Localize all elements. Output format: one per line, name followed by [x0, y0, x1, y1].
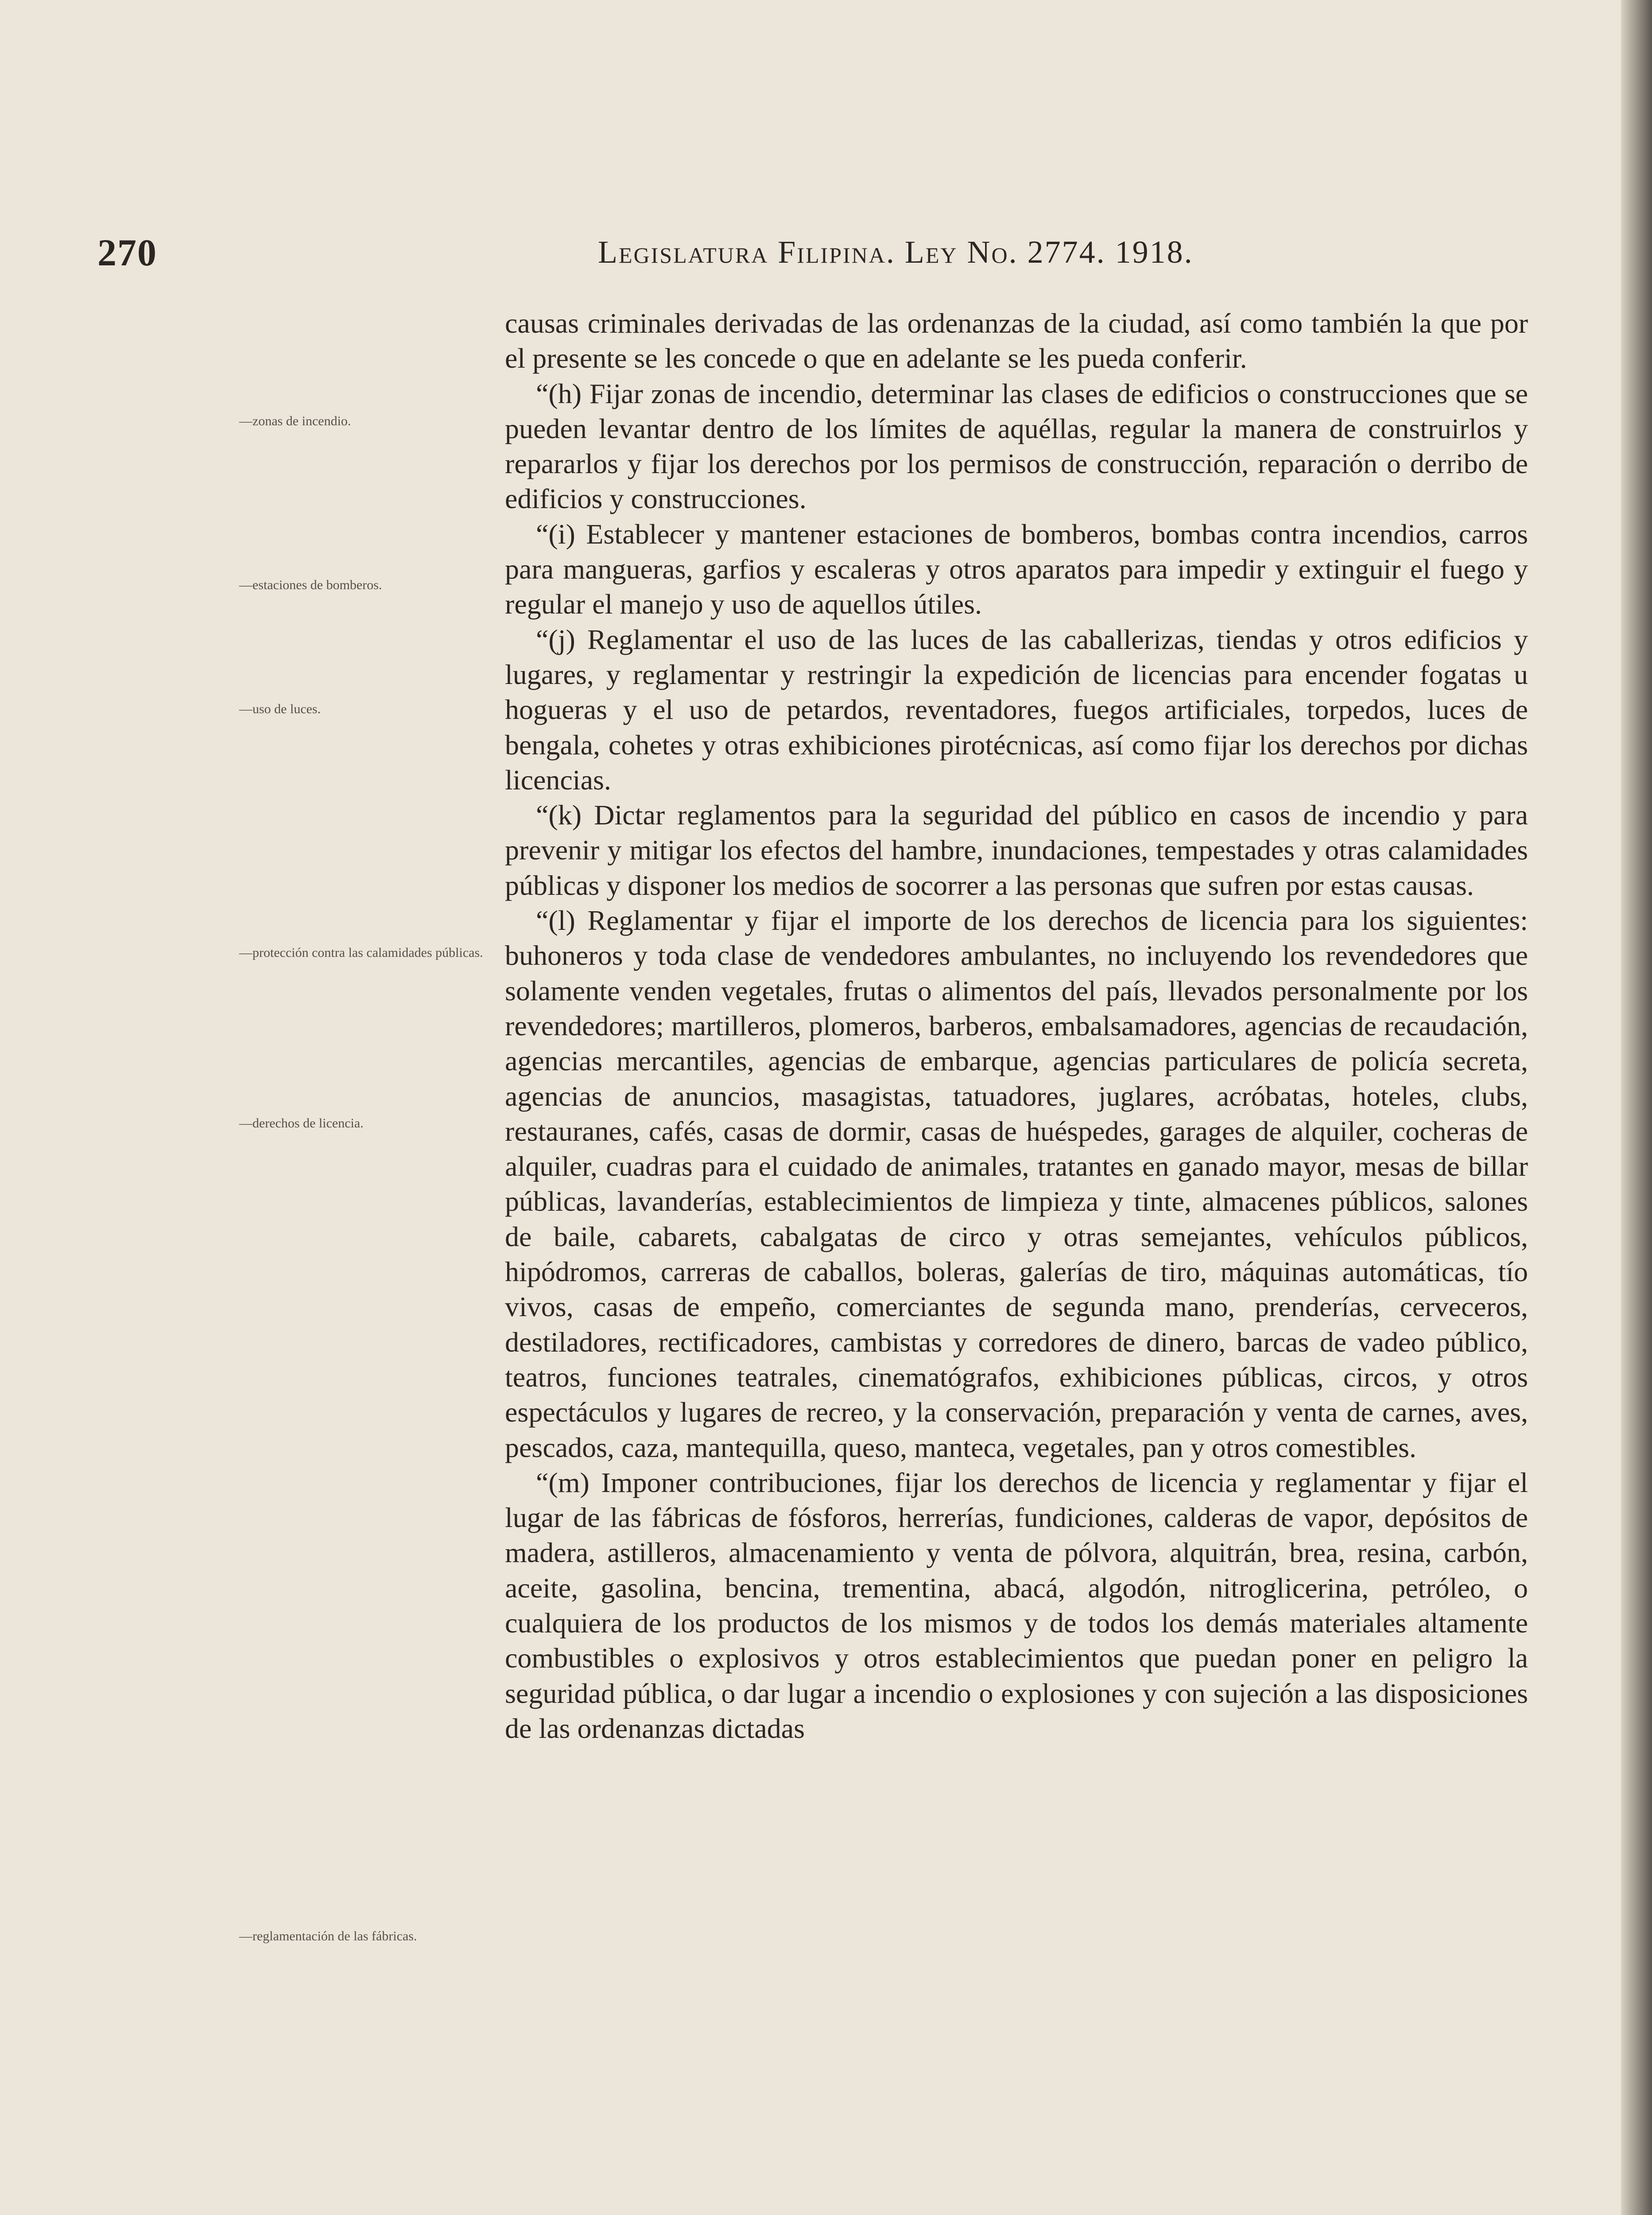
paragraph-continuation: causas criminales derivadas de las ordenanzas de la ciudad, así como también la que por el presente se les concede o que en adelante se les pueda conferir. — [505, 307, 1528, 374]
margin-note-luces: —uso de luces. — [239, 702, 321, 716]
paragraph-m: “(m) Imponer contribuciones, fijar los derechos de licencia y reglamentar y fijar el lugar de las fábricas de fósforos, herrerías, fundiciones, calderas de vapor, depósitos de madera, astilleros, almacenamiento y venta de pólvora, alquitrán, brea, resina, carbón, aceite, gasolina, bencina, trementina, abacá, algodón, nitroglicerina, petróleo, o cualquiera de los productos de los mismos y de todos los demás materiales altamente combustibles o explosivos y otros establecimientos que puedan poner en peligro la seguridad pública, o dar lugar a incendio o explosiones y con sujeción a las disposiciones de las ordenanzas dictadas — [505, 1466, 1528, 1744]
paragraph-k: “(k) Dictar reglamentos para la seguridad del público en casos de incendio y para prevenir y mitigar los efectos del hambre, inundaciones, tempestades y otras calamidades públicas y disponer los medios de socorrer a las personas que sufren por estas causas. — [505, 799, 1528, 901]
page-edge-shadow — [1621, 0, 1652, 2215]
paragraph-l: “(l) Reglamentar y fijar el importe de los derechos de licencia para los siguientes: buhoneros y toda clase de vendedores ambulantes, no incluyendo los revendedores que solamente venden vegetales, frutas o alimentos del país, llevados personalmente por los revendedores; martilleros, plomeros, barberos, embalsamadores, agencias de recaudación, agencias mercantiles, agencias de embarque, agencias particulares de policía secreta, agencias de anuncios, masagistas, tatuadores, juglares, acróbatas, hoteles, clubs, restauranes, cafés, casas de dormir, casas de huéspedes, garages de alquiler, cocheras de alquiler, cuadras para el cuidado de animales, tratantes en ganado mayor, mesas de billar públicas, lavanderías, establecimientos de limpieza y tinte, almacenes públicos, salones de baile, cabarets, cabalgatas de circo y otras semejantes, vehículos públicos, hipódromos, carreras de caballos, boleras, galerías de tiro, máquinas automáticas, tío vivos, casas de empeño, comerciantes de segunda mano, prenderías, cerveceros, destiladores, rectificadores, cambistas y corredores de dinero, barcas de vadeo público, teatros, funciones teatrales, cinematógrafos, exhibiciones públicas, circos, y otros espectáculos y lugares de recreo, y la conservación, preparación y venta de carnes, aves, pescados, caza, mantequilla, queso, manteca, vegetales, pan y otros comestibles. — [505, 905, 1528, 1463]
margin-note-estaciones: —estaciones de bomberos. — [239, 578, 382, 592]
margin-note-derechos: —derechos de licencia. — [239, 1116, 364, 1131]
running-title: Legislatura Filipina. Ley No. 2774. 1918. — [598, 234, 1194, 270]
page-header — [97, 230, 1541, 279]
margin-note-zonas: —zonas de incendio. — [239, 414, 351, 428]
body-text — [505, 306, 1528, 1746]
page-number: 270 — [97, 231, 157, 274]
margin-note-fabricas: —reglamentación de las fábricas. — [239, 1929, 417, 1943]
paragraph-i: “(i) Establecer y mantener estaciones de bomberos, bombas contra incendios, carros para mangueras, garfios y escaleras y otros aparatos para impedir y extinguir el fuego y regular el manejo y uso de aquellos útiles. — [505, 518, 1528, 620]
margin-note-proteccion: —protección contra las calamidades públicas. — [239, 945, 483, 960]
paragraph-h: “(h) Fijar zonas de incendio, determinar las clases de edificios o construcciones que se pueden levantar dentro de los límites de aquéllas, regular la manera de construirlos y repararlos y fijar los derechos por los permisos de construcción, reparación o derribo de edificios y construcciones. — [505, 377, 1528, 515]
paragraph-j: “(j) Reglamentar el uso de las luces de las caballerizas, tiendas y otros edificios y lugares, y reglamentar y restringir la expedición de licencias para encender fogatas u hogueras y el uso de petardos, reventadores, fuegos artificiales, torpedos, luces de bengala, cohetes y otras exhibiciones pirotécnicas, así como fijar los derechos por dichas licencias. — [505, 623, 1528, 796]
